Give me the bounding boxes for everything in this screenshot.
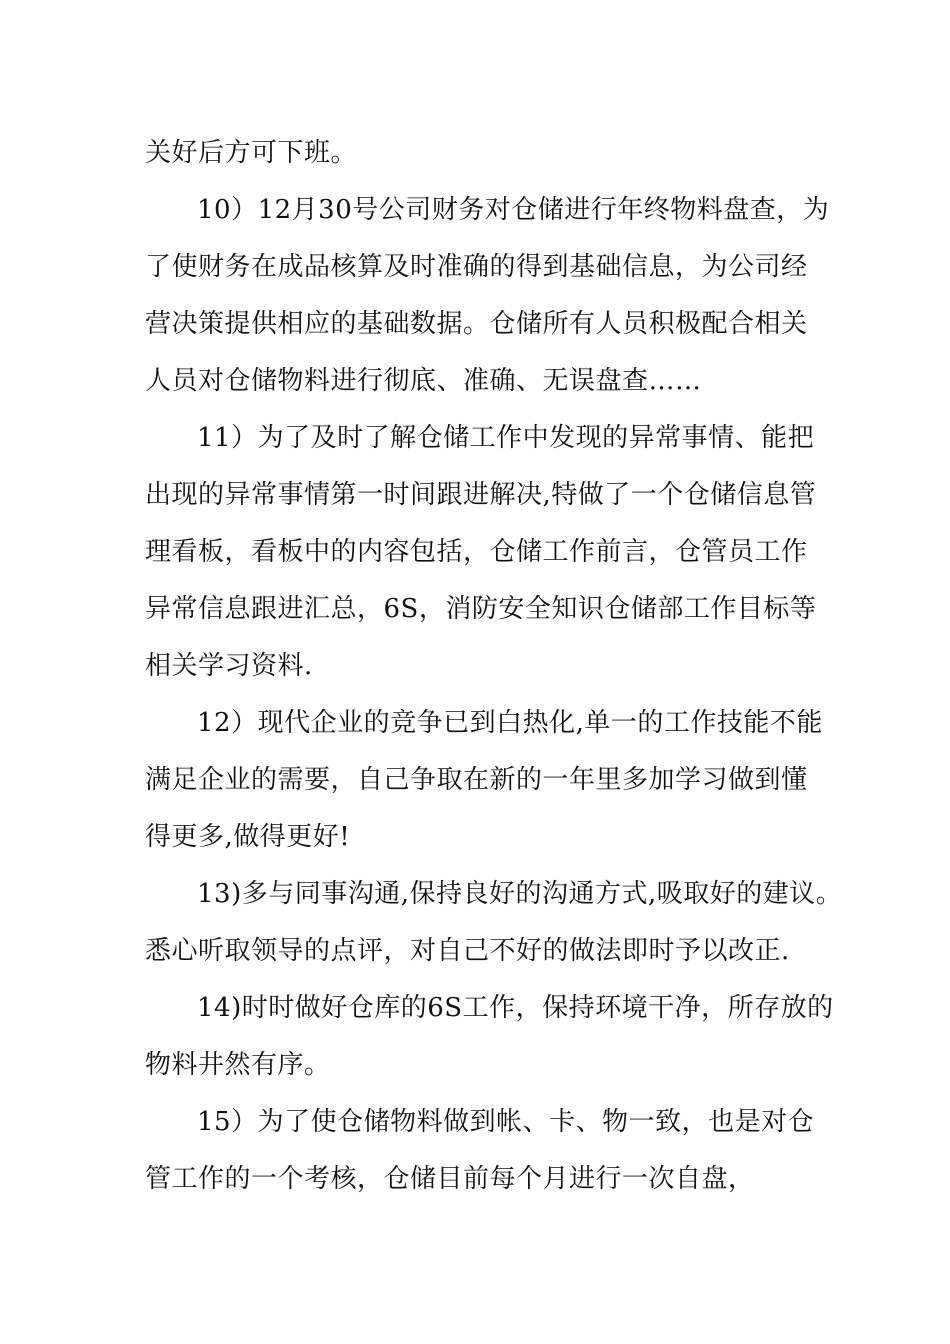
paragraph-15-line-1: 15）为了使仓储物料做到帐、卡、物一致，也是对仓 bbox=[197, 1107, 815, 1137]
paragraph-10-line-1: 10）12月30号公司财务对仓储进行年终物料盘查，为 bbox=[197, 195, 830, 225]
paragraph-11-line-2: 出现的异常事情第一时间跟进解决,特做了一个仓储信息管 bbox=[145, 480, 817, 510]
paragraph-15-line-2: 管工作的一个考核，仓储目前每个月进行一次自盘， bbox=[145, 1164, 755, 1194]
paragraph-11-line-3: 理看板，看板中的内容包括，仓储工作前言，仓管员工作 bbox=[145, 537, 808, 567]
paragraph-13-line-1: 13)多与同事沟通,保持良好的沟通方式,吸取好的建议。 bbox=[197, 879, 843, 909]
paragraph-11-line-4: 异常信息跟进汇总，6S，消防安全知识仓储部工作目标等 bbox=[145, 594, 817, 624]
paragraph-14-line-1: 14)时时做好仓库的6S工作，保持环境干净，所存放的 bbox=[197, 993, 834, 1023]
paragraph-13-line-2: 悉心听取领导的点评，对自己不好的做法即时予以改正. bbox=[145, 936, 790, 966]
paragraph-10-line-3: 营决策提供相应的基础数据。仓储所有人员积极配合相关 bbox=[145, 309, 808, 339]
paragraph-12-line-3: 得更多,做得更好! bbox=[145, 822, 351, 852]
paragraph-11-line-1: 11）为了及时了解仓储工作中发现的异常事情、能把 bbox=[197, 423, 815, 453]
paragraph-12-line-1: 12）现代企业的竞争已到白热化,单一的工作技能不能 bbox=[197, 708, 823, 738]
paragraph-12-line-2: 满足企业的需要，自己争取在新的一年里多加学习做到懂 bbox=[145, 765, 808, 795]
text-line: 关好后方可下班。 bbox=[145, 138, 358, 168]
paragraph-11-line-5: 相关学习资料. bbox=[145, 651, 313, 681]
paragraph-14-line-2: 物料井然有序。 bbox=[145, 1050, 331, 1080]
paragraph-10-line-2: 了使财务在成品核算及时准确的得到基础信息，为公司经 bbox=[145, 252, 808, 282]
paragraph-10-line-4: 人员对仓储物料进行彻底、准确、无误盘查…… bbox=[145, 366, 702, 396]
